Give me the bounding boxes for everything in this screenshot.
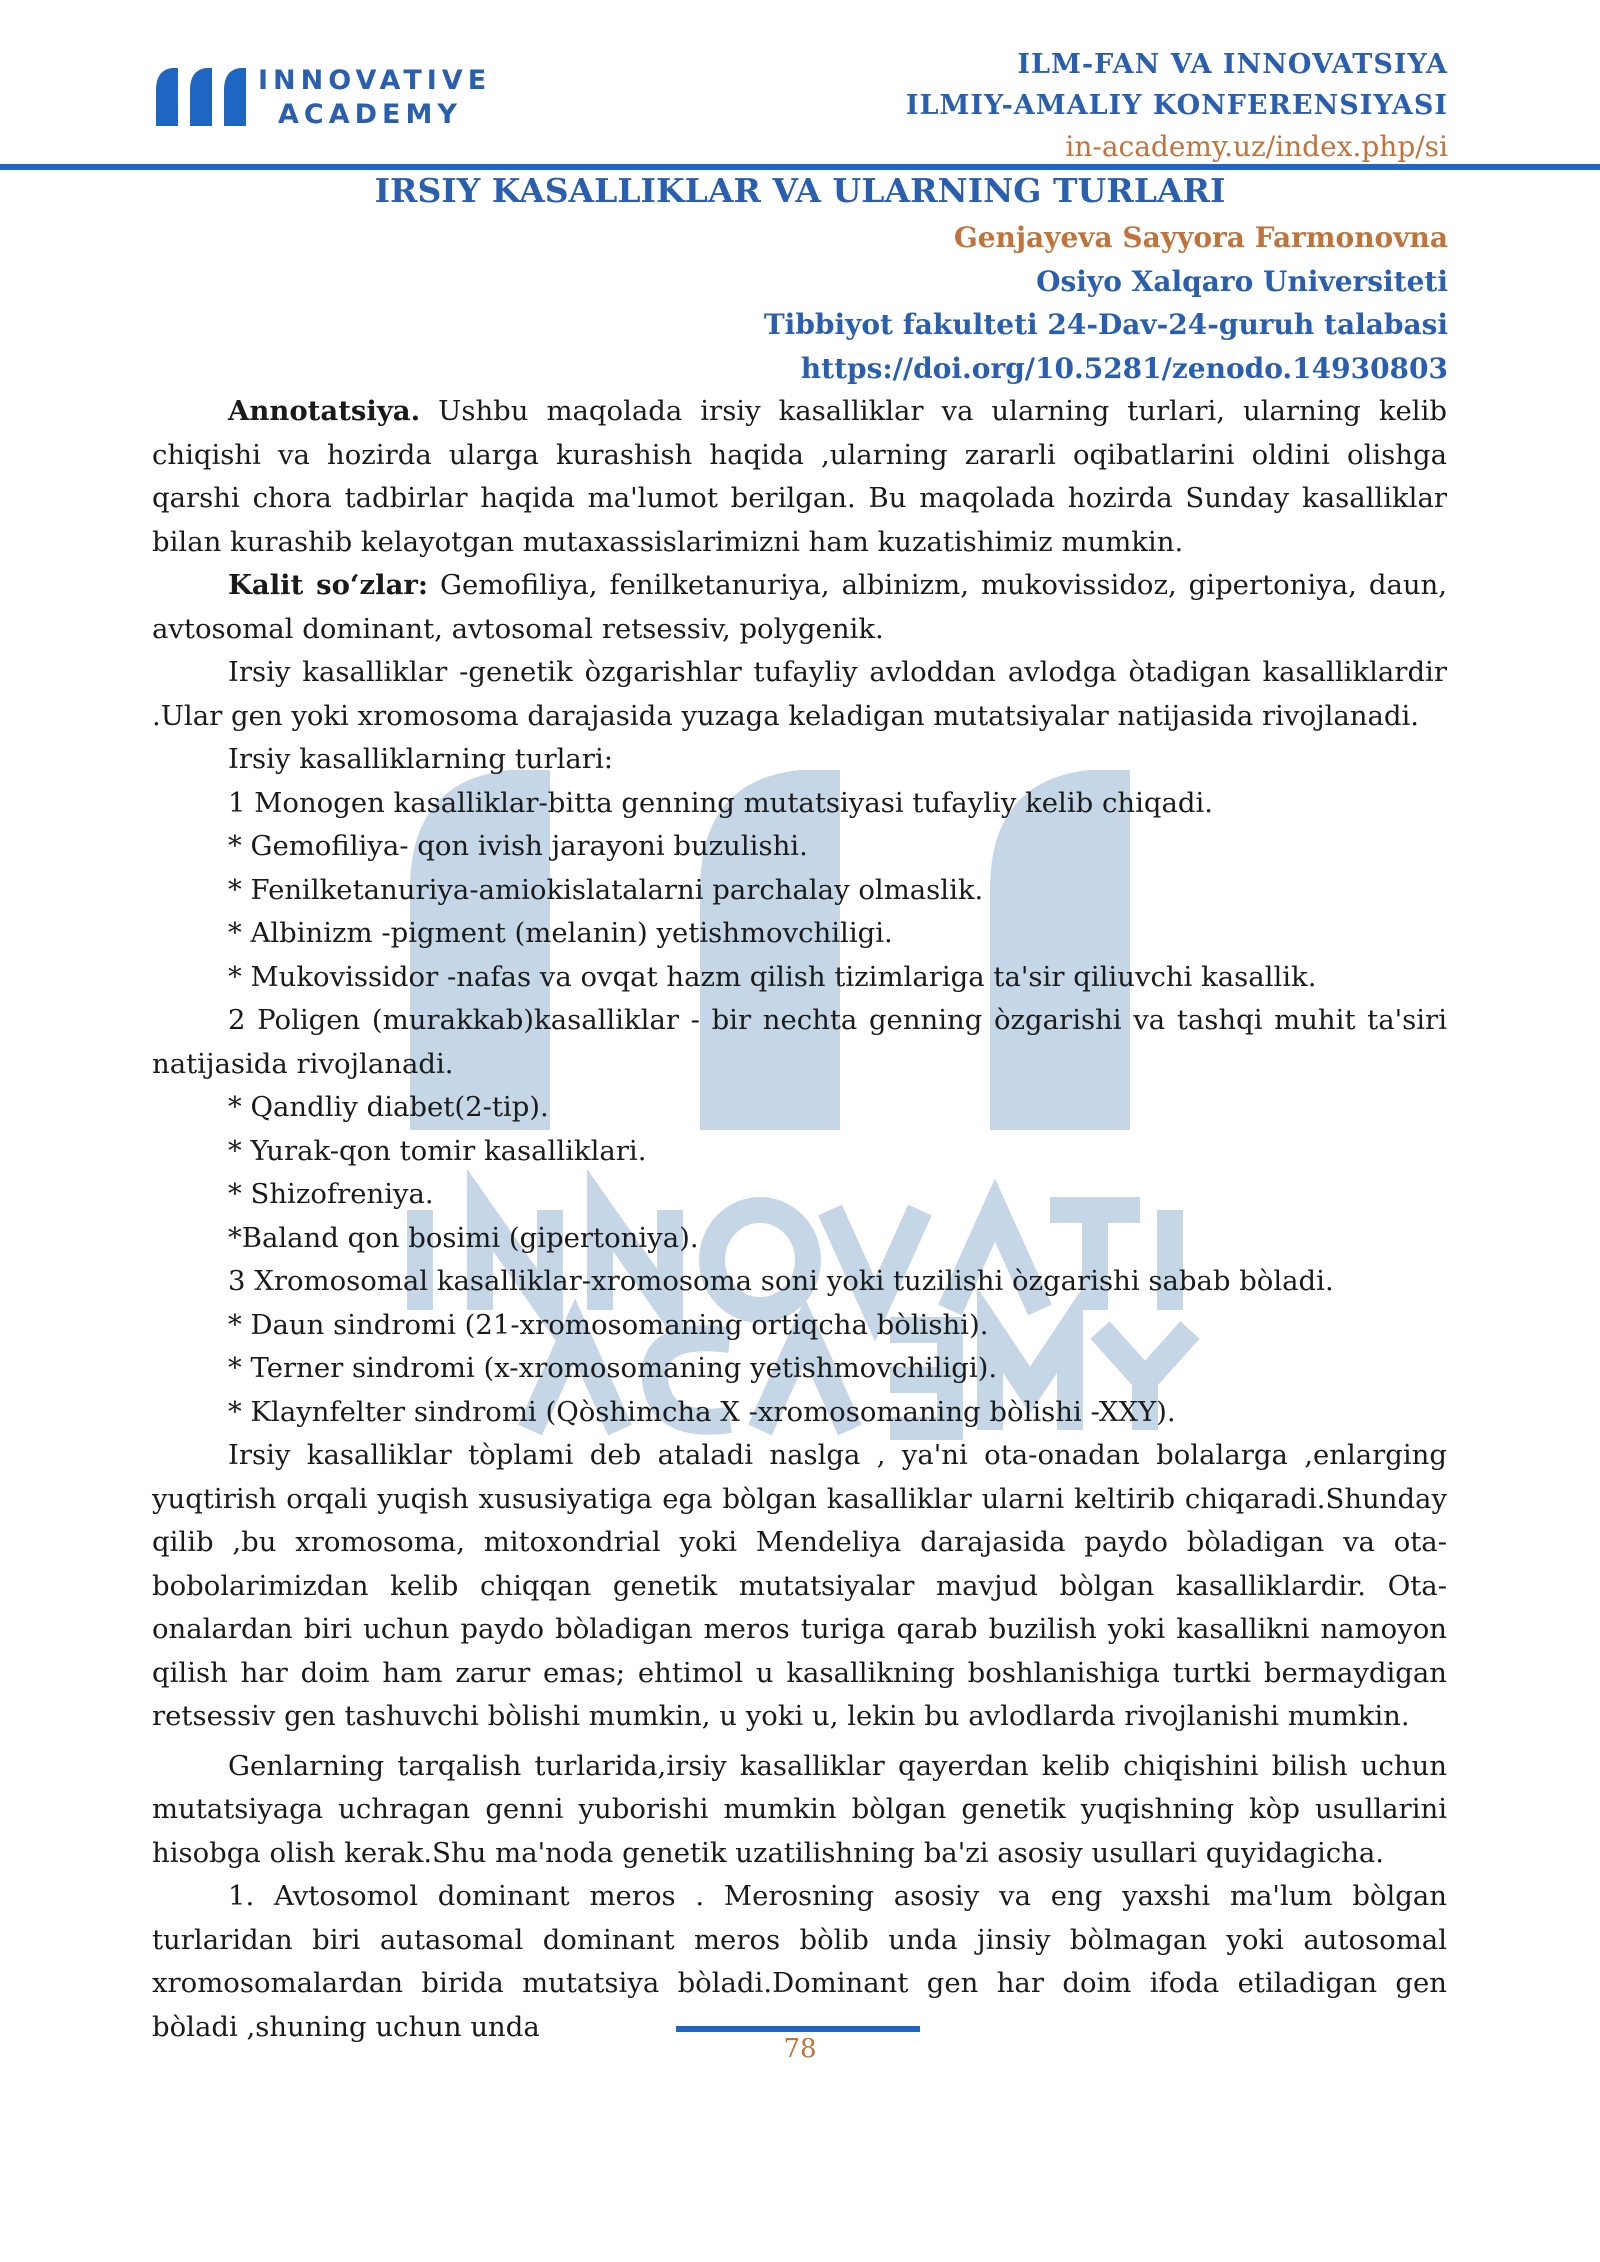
logo: [152, 62, 492, 132]
list-item: *Baland qon bosimi (gipertoniya).: [228, 1221, 699, 1254]
list-item: * Gemofiliya- qon ivish jarayoni buzulishi.: [228, 830, 808, 862]
article-title: IRSIY KASALLIKLAR VA ULARNING TURLARI: [374, 171, 1226, 210]
doi-link[interactable]: https://doi.org/10.5281/zenodo.14930803: [800, 351, 1448, 385]
list-item: * Klaynfelter sindromi (Qòshimcha X -xromosomaning bòlishi -XXY).: [228, 1395, 1176, 1428]
list-item: * Yurak-qon tomir kasalliklari.: [228, 1134, 647, 1167]
keywords-label: Kalit so‘zlar:: [228, 569, 429, 601]
conference-title-line-2: ILMIY-AMALIY KONFERENSIYASI: [905, 90, 1448, 121]
author-name: Genjayeva Sayyora Farmonovna: [953, 221, 1448, 254]
logo-wordmark: [258, 64, 491, 132]
body-paragraph-2: Genlarning tarqalish turlarida,irsiy kasalliklar qayerdan kelib chiqishini bilish uchun mutatsiyaga uchragan genni yuborishi mumkin bòlgan genetik yuqishning kòp usullarini hisobga olish kerak.Shu ma'noda genetik uzatilishning ba'zi asosiy usullari quyidagicha.: [152, 1749, 1447, 1869]
logo-line-2: ACADEMY: [278, 99, 462, 130]
list-item: * Mukovissidor -nafas va ovqat hazm qilish tizimlariga ta'sir qiliuvchi kasallik.: [228, 960, 1317, 993]
keywords-text: Gemofiliya, fenilketanuriya, albinizm, mukovissidoz, gipertoniya, daun, avtosomal dominant, avtosomal retsessiv, polygenik.: [152, 569, 1448, 645]
list-item: 1 Monogen kasalliklar-bitta genning mutatsiyasi tufayliy kelib chiqadi.: [228, 786, 1214, 819]
footer-divider: [676, 2026, 920, 2032]
conference-header: [906, 44, 1448, 167]
logo-bars-icon: [152, 62, 252, 132]
list-item: * Fenilketanuriya-amiokislatalarni parchalay olmaslik.: [228, 873, 984, 906]
list-item: 3 Xromosomal kasalliklar-xromosoma soni yoki tuzilishi òzgarishi sabab bòladi.: [228, 1265, 1334, 1297]
list-item: * Daun sindromi (21-xromosomaning ortiqcha bòlishi).: [228, 1308, 989, 1341]
author-block: [764, 216, 1448, 390]
abstract-label: Annotatsiya.: [228, 395, 421, 427]
conference-title-line-1: ILM-FAN VA INNOVATSIYA: [1017, 49, 1448, 80]
list-item: * Shizofreniya.: [228, 1178, 434, 1210]
abstract-text: Ushbu maqolada irsiy kasalliklar va ularning turlari, ularning kelib chiqishi va hozirda ularga kurashish haqida ,ularning zararli oqibatlarini oldini olishga qarshi chora tadbirlar haqida ma'lumot berilgan. Bu maqolada hozirda Sunday kasalliklar bilan kurashib kelayotgan mutaxassislarimizni ham kuzatishimiz mumkin.: [152, 395, 1447, 558]
logo-line-1: INNOVATIVE: [258, 65, 492, 96]
abstract-paragraph: [152, 390, 1447, 564]
intro-paragraph: Irsiy kasalliklar -genetik òzgarishlar tufayliy avloddan avlodga òtadigan kasalliklardir .Ular gen yoki xromosoma darajasida yuzaga keladigan mutatsiyalar natijasida rivojlanadi.: [152, 656, 1447, 732]
author-affiliation: Osiyo Xalqaro Universiteti: [1036, 264, 1448, 298]
article-body: [152, 390, 1447, 2049]
list-item: * Terner sindromi (x-xromosomaning yetishmovchiligi).: [228, 1352, 998, 1384]
body-paragraph-1: Irsiy kasalliklar tòplami deb ataladi naslga , ya'ni ota-onadan bolalarga ,enlarging yuqtirish orqali yuqish xususiyatiga ega bòlgan kasalliklar ularni keltirib chiqaradi.Shunday qilib ,bu xromosoma, mitoxondrial yoki Mendeliya darajasida paydo bòladigan va ota-bobolarimizdan kelib chiqqan genetik mutatsiyalar mavjud bòlgan kasalliklardir. Ota-onalardan biri uchun paydo bòladigan meros turiga qarab buzilish yoki kasallikni namoyon qilish har doim ham zarur emas; ehtimol u kasallikning boshlanishiga turtki bermaydigan retsessiv gen tashuvchi bòlishi mumkin, u yoki u, lekin bu avlodlarda rivojlanishi mumkin.: [152, 1439, 1447, 1732]
polygen-paragraph: 2 Poligen (murakkab)kasalliklar - bir nechta genning òzgarishi va tashqi muhit ta'siri natijasida rivojlanadi.: [152, 1004, 1447, 1080]
types-heading: Irsiy kasalliklarning turlari:: [228, 743, 614, 775]
website-link[interactable]: in-academy.uz/index.php/si: [1065, 130, 1448, 163]
keywords-paragraph: [152, 564, 1447, 651]
author-department: Tibbiyot fakulteti 24-Dav-24-guruh talabasi: [763, 308, 1448, 341]
list-item: * Albinizm -pigment (melanin) yetishmovchiligi.: [228, 917, 893, 949]
list-item: * Qandliy diabet(2-tip).: [228, 1091, 549, 1123]
page-number: 78: [783, 2034, 817, 2064]
body-paragraph-3: 1. Avtosomol dominant meros . Merosning asosiy va eng yaxshi ma'lum bòlgan turlaridan biri autasomal dominant meros bòlib unda jinsiy bòlmagan yoki autosomal xromosomalardan birida mutatsiya bòladi.Dominant gen har doim ifoda etiladigan gen bòladi ,shuning uchun unda: [152, 1880, 1447, 2043]
